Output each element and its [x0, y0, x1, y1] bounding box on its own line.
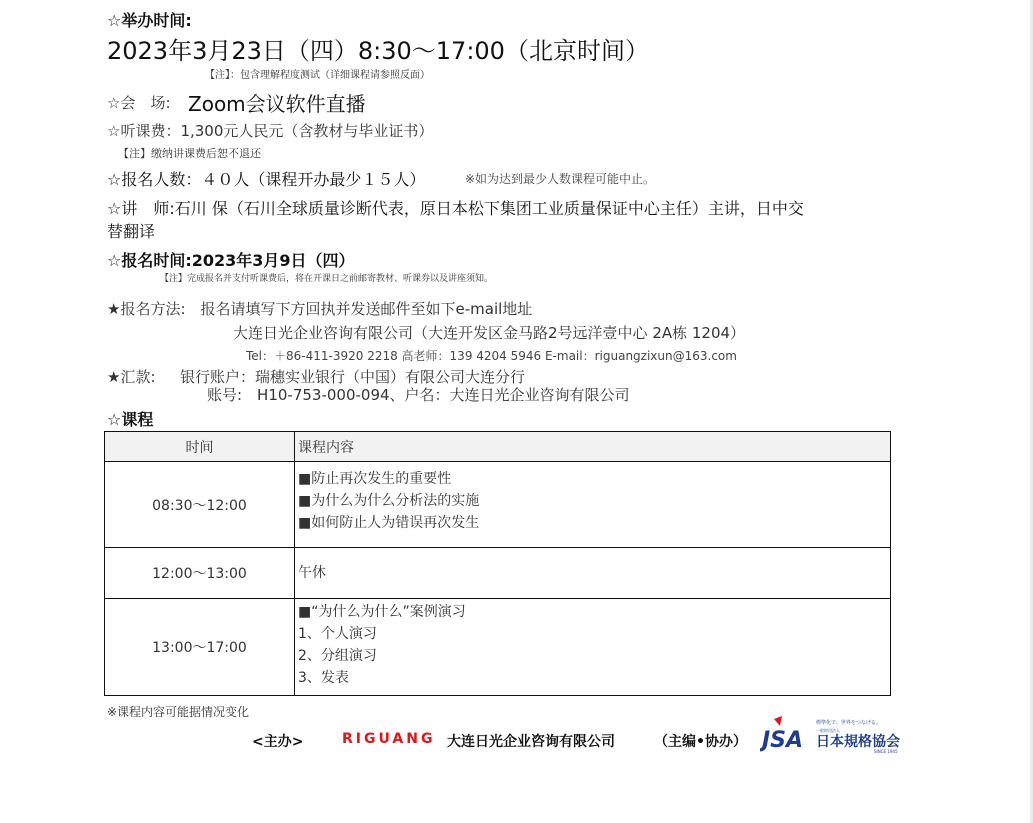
registration-method: ★报名方法: 报名请填写下方回执并发送邮件至如下e-mail地址 [107, 300, 533, 318]
event-datetime-note: 【注】：包含理解程度测试（详细课程请参照反面） [205, 70, 430, 81]
row-content [295, 462, 891, 548]
lecturer-line: ☆讲 师:石川 保（石川全球质量诊断代表，原日本松下集团工业质量保证中心主任）主讲，日中交 [107, 199, 804, 218]
table-row [105, 599, 891, 696]
row-content [295, 599, 891, 696]
logo-sub: 一般財団法人 [816, 728, 840, 733]
venue-label: ☆会 场: [107, 94, 171, 112]
fee-note: 【注】缴纳讲课费后恕不退还 [118, 147, 261, 160]
row-content [295, 548, 891, 599]
content-item: ■防止再次发生的重要性 [298, 471, 452, 487]
content-item: ■如何防止人为错误再次发生 [298, 515, 480, 531]
row-time: 13:00～17:00 [105, 599, 295, 696]
header-content: 课程内容 [295, 432, 891, 462]
host-role: （主编•协办） [654, 734, 747, 750]
header-time: 时间 [105, 432, 295, 462]
event-time-heading: ☆举办时间: [107, 11, 192, 30]
bank-account: 银行账户：瑞穗实业银行（中国）有限公司大连分行 [180, 368, 526, 386]
content-item: 2、分组演习 [298, 648, 377, 664]
course-heading: ☆课程 [107, 410, 154, 429]
row-time: 08:30～12:00 [105, 462, 295, 548]
riguang-brand: RIGUANG [342, 731, 436, 747]
content-item: 3、发表 [298, 670, 349, 686]
capacity-note: ※如为达到最少人数课程可能中止。 [465, 172, 656, 186]
venue-value: Zoom会议软件直播 [188, 92, 366, 116]
logo-tagline: 標準化で、世界をつなげる。 [816, 720, 881, 726]
content-item: ■为什么为什么分析法的实施 [298, 493, 480, 509]
logo-mark: JSA [762, 728, 804, 753]
account-number: 账号: H10-753-000-094、户名：大连日光企业咨询有限公司 [207, 386, 630, 404]
course-note: ※课程内容可能据情况变化 [107, 705, 250, 719]
host-label: <主办> [252, 734, 304, 750]
jsa-logo [760, 714, 906, 754]
deadline-heading: ☆报名时间:2023年3月9日（四） [107, 251, 355, 270]
logo-text: 日本規格協会 [816, 734, 900, 750]
event-datetime: 2023年3月23日（四）8:30～17:00（北京时间） [107, 37, 649, 65]
course-schedule-table [104, 431, 891, 696]
content-item: ■“为什么为什么”案例演习 [298, 604, 466, 620]
row-time: 12:00～13:00 [105, 548, 295, 599]
table-row [105, 462, 891, 548]
table-header-row [105, 432, 891, 462]
content-item: 1、个人演习 [298, 626, 377, 642]
deadline-note: 【注】完成报名并支付听课费后，将在开课日之前邮寄教材、听课券以及讲座须知。 [160, 274, 494, 284]
content-item: 午休 [298, 565, 326, 581]
fee-line: ☆听课费：1,300元人民元（含教材与毕业证书） [107, 122, 434, 140]
host-organization: 大连日光企业咨询有限公司 [447, 734, 615, 750]
jsa-logo-icon [760, 714, 906, 754]
registration-contact: Tel：＋86-411-3920 2218 高老师：139 4204 5946 E-mail：riguangzixun@163.com [246, 349, 737, 363]
logo-since: SINCE 1945 [874, 749, 898, 754]
table-row [105, 548, 891, 599]
capacity-line: ☆报名人数：４０人（课程开办最少１５人） [107, 170, 426, 189]
lecturer-line-cont: 替翻译 [107, 222, 156, 241]
remittance-label: ★汇款: [107, 368, 156, 386]
registration-company: 大连日光企业咨询有限公司（大连开发区金马路2号远洋壹中心 2A栋 1204） [233, 324, 746, 342]
